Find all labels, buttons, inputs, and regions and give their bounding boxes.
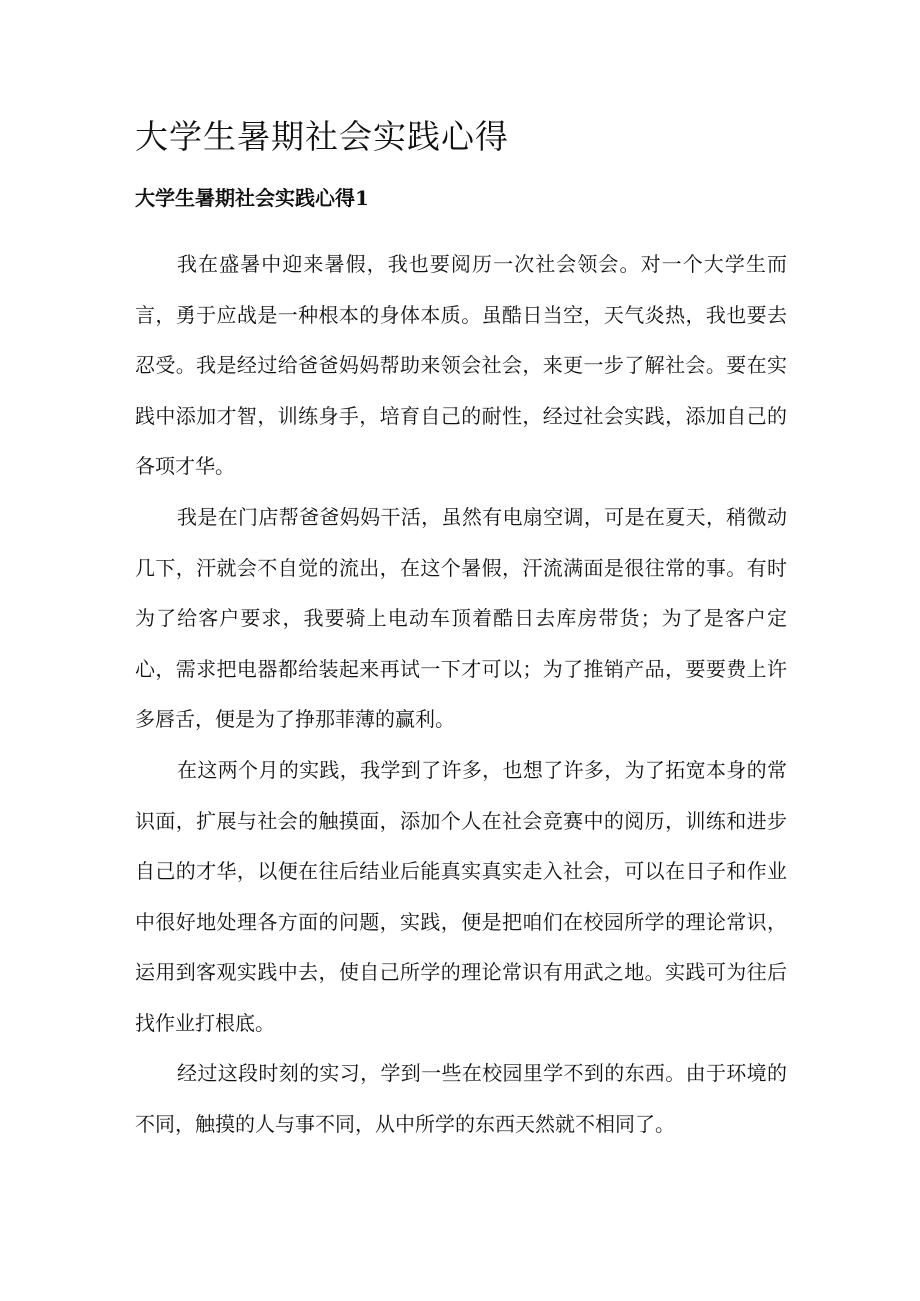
paragraph-3: 在这两个月的实践，我学到了许多，也想了许多，为了拓宽本身的常识面，扩展与社会的触摸面，添加个人在社会竞赛中的阅历，训练和进步自己的才华，以便在往后结业后能真实真实走入社会，可以在日子和作业中很好地处理各方面的问题，实践，便是把咱们在校园所学的理论常识，运用到客观实践中去，使自己所学的理论常识有用武之地。实践可为往后找作业打根底。 — [135, 758, 787, 1035]
document-subtitle: 大学生暑期社会实践心得1 — [135, 186, 369, 210]
paragraph-1: 我在盛暑中迎来暑假，我也要阅历一次社会领会。对一个大学生而言，勇于应战是一种根本的身体本质。虽酷日当空，天气炎热，我也要去忍受。我是经过给爸爸妈妈帮助来领会社会，来更一步了解社会。要在实践中添加才智，训练身手，培育自己的耐性，经过社会实践，添加自己的各项才华。 — [135, 252, 787, 478]
paragraph-2: 我是在门店帮爸爸妈妈干活，虽然有电扇空调，可是在夏天，稍微动几下，汗就会不自觉的流出，在这个暑假，汗流满面是很往常的事。有时为了给客户要求，我要骑上电动车顶着酷日去库房带货；为了是客户定心，需求把电器都给装起来再试一下才可以；为了推销产品，要要费上许多唇舌，便是为了挣那菲薄的赢利。 — [135, 505, 787, 731]
paragraph-4: 经过这段时刻的实习，学到一些在校园里学不到的东西。由于环境的不同，触摸的人与事不同，从中所学的东西天然就不相同了。 — [135, 1061, 787, 1136]
document-title: 大学生暑期社会实践心得 — [135, 117, 509, 156]
